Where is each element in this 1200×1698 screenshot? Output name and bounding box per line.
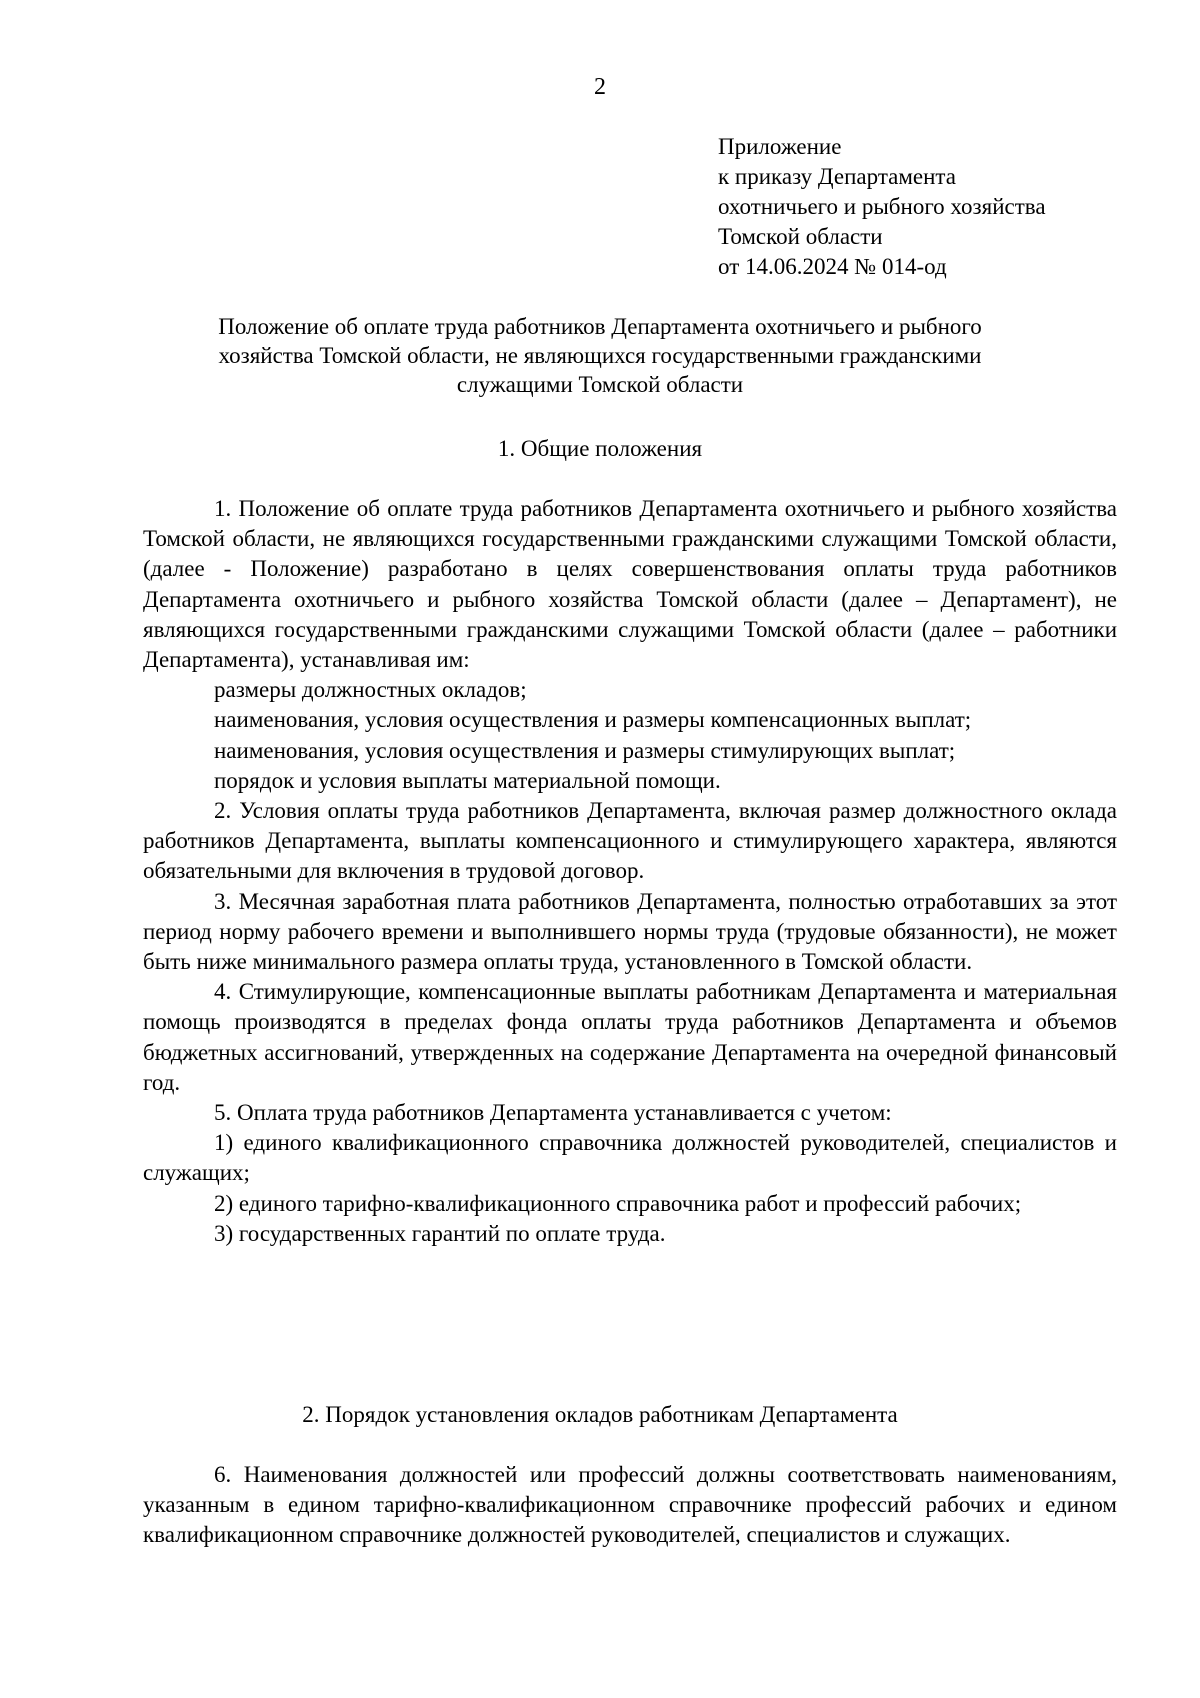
list-item: наименования, условия осуществления и размеры компенсационных выплат;: [214, 707, 972, 733]
list-item: порядок и условия выплаты материальной помощи.: [214, 767, 721, 793]
paragraph-5-item-3: 3) государственных гарантий по оплате труда.: [214, 1220, 666, 1246]
appendix-header: [718, 132, 1158, 282]
list-item: размеры должностных окладов;: [214, 677, 527, 703]
document-title: [150, 312, 1050, 399]
appendix-line: к приказу Департамента: [718, 164, 956, 189]
appendix-line: Томской области: [718, 224, 883, 249]
page-number: 2: [594, 74, 606, 100]
section-1-body: [143, 494, 1117, 1249]
appendix-date-number: от 14.06.2024 № 014-од: [718, 254, 947, 279]
paragraph-6: 6. Наименования должностей или профессий должны соответствовать наименованиям, указанным в едином тарифно-квалификационном справочнике профессий рабочих и едином квалификационном справочнике должностей руководителей, специалистов и служащих.: [143, 1462, 1117, 1548]
paragraph-4: 4. Стимулирующие, компенсационные выплаты работникам Департамента и материальная помощь производятся в пределах фонда оплаты труда работников Департамента и объемов бюджетных ассигнований, утвержденных на содержание Департамента на очередной финансовый год.: [143, 979, 1117, 1095]
appendix-line: охотничьего и рыбного хозяйства: [718, 194, 1046, 219]
title-line: Положение об оплате труда работников Департамента охотничьего и рыбного: [218, 314, 982, 339]
paragraph-1: 1. Положение об оплате труда работников Департамента охотничьего и рыбного хозяйства Томской области, не являющихся государственными гражданскими служащими Томской области, (далее - Положение) разработано в целях совершенствования оплаты труда работников Департамента охотничьего и рыбного хозяйства Томской области (далее – Департамент), не являющихся государственными гражданскими служащими Томской области (далее – работники Департамента), устанавливая им:: [143, 496, 1117, 673]
section-1-heading: 1. Общие положения: [497, 436, 703, 461]
title-line: хозяйства Томской области, не являющихся государственными гражданскими: [218, 343, 982, 368]
paragraph-5-item-1: 1) единого квалификационного справочника должностей руководителей, специалистов и служащих;: [143, 1130, 1117, 1186]
appendix-line: Приложение: [718, 134, 842, 159]
paragraph-2: 2. Условия оплаты труда работников Департамента, включая размер должностного оклада работников Департамента, выплаты компенсационного и стимулирующего характера, являются обязательными для включения в трудовой договор.: [143, 798, 1117, 884]
paragraph-5-item-2: 2) единого тарифно-квалификационного справочника работ и профессий рабочих;: [214, 1190, 1022, 1216]
list-item: наименования, условия осуществления и размеры стимулирующих выплат;: [214, 737, 956, 763]
paragraph-5: 5. Оплата труда работников Департамента устанавливается с учетом:: [214, 1100, 892, 1126]
title-line: служащими Томской области: [456, 372, 744, 397]
paragraph-3: 3. Месячная заработная плата работников Департамента, полностью отработавших за этот период норму рабочего времени и выполнившего нормы труда (трудовые обязанности), не может быть ниже минимального размера оплаты труда, установленного в Томской области.: [143, 888, 1117, 975]
section-2-heading: 2. Порядок установления окладов работникам Департамента: [302, 1402, 898, 1427]
section-2-body: [143, 1460, 1117, 1551]
